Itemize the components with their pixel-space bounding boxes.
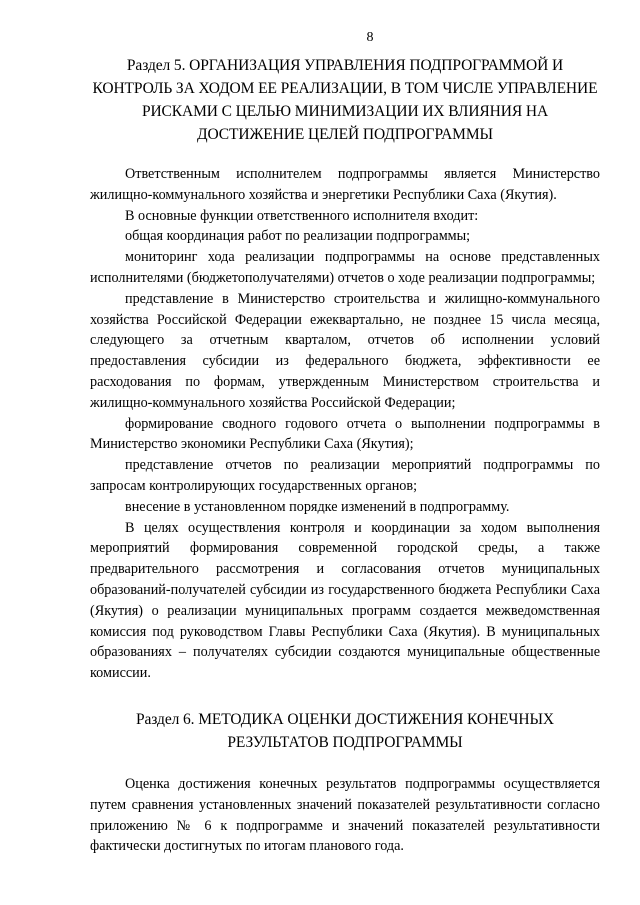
paragraph: представление в Министерство строительства и жилищно-коммунального хозяйства Российской Федерации ежеквартально, не позднее 15 числа месяца, следующего за отчетным кварталом, отчетов об исполнении условий предоставления субсидии из федерального бюджета, эффективности ее расходования по формам, утвержденным Министерством строительства и жилищно-коммунального хозяйства Российской Федерации; — [90, 290, 600, 411]
paragraph: формирование сводного годового отчета о выполнении подпрограммы в Министерство экономики Республики Саха (Якутия); — [90, 415, 600, 453]
section-6 — [90, 708, 600, 857]
paragraph: В основные функции ответственного исполнителя входит: — [125, 207, 479, 224]
section-6-body — [90, 774, 600, 857]
paragraph: представление отчетов по реализации мероприятий подпрограммы по запросам контролирующих государственных органов; — [90, 457, 600, 494]
page-number: 8 — [366, 30, 374, 45]
paragraph: внесение в установленном порядке изменений в подпрограмму. — [125, 498, 510, 515]
paragraph: Оценка достижения конечных результатов подпрограммы осуществляется путем сравнения установленных значений показателей результативности согласно приложению № 6 к подпрограмме и значений показателей результативности фактически достигнутых по итогам планового года. — [90, 775, 600, 855]
section-5 — [90, 54, 600, 684]
paragraph: мониторинг хода реализации подпрограммы на основе представленных исполнителями (бюджетополучателями) отчетов о ходе реализации подпрограммы; — [90, 249, 600, 286]
paragraph: В целях осуществления контроля и координации за ходом выполнения мероприятий формирования современной городской среды, а также предварительного рассмотрения и согласования отчетов муниципальных образований-получателей субсидии из государственного бюджета Республики Саха (Якутия) о реализации муниципальных программ создается межведомственная комиссия под руководством Главы Республики Саха (Якутия). В муниципальных образованиях – получателях субсидии создаются муниципальные общественные комиссии. — [90, 519, 600, 682]
paragraph: общая координация работ по реализации подпрограммы; — [125, 228, 471, 245]
section-5-body — [90, 164, 600, 684]
section-5-heading: Раздел 5. ОРГАНИЗАЦИЯ УПРАВЛЕНИЯ ПОДПРОГРАММОЙ И КОНТРОЛЬ ЗА ХОДОМ ЕЕ РЕАЛИЗАЦИИ, В ТОМ ЧИСЛЕ УПРАВЛЕНИЕ РИСКАМИ С ЦЕЛЬЮ МИНИМИЗАЦИИ ИХ ВЛИЯНИЯ НА ДОСТИЖЕНИЕ ЦЕЛЕЙ ПОДПРОГРАММЫ — [92, 57, 598, 143]
section-6-heading: Раздел 6. МЕТОДИКА ОЦЕНКИ ДОСТИЖЕНИЯ КОНЕЧНЫХ РЕЗУЛЬТАТОВ ПОДПРОГРАММЫ — [136, 710, 554, 751]
paragraph: Ответственным исполнителем подпрограммы является Министерство жилищно-коммунального хозяйства и энергетики Республики Саха (Якутия). — [90, 166, 600, 203]
